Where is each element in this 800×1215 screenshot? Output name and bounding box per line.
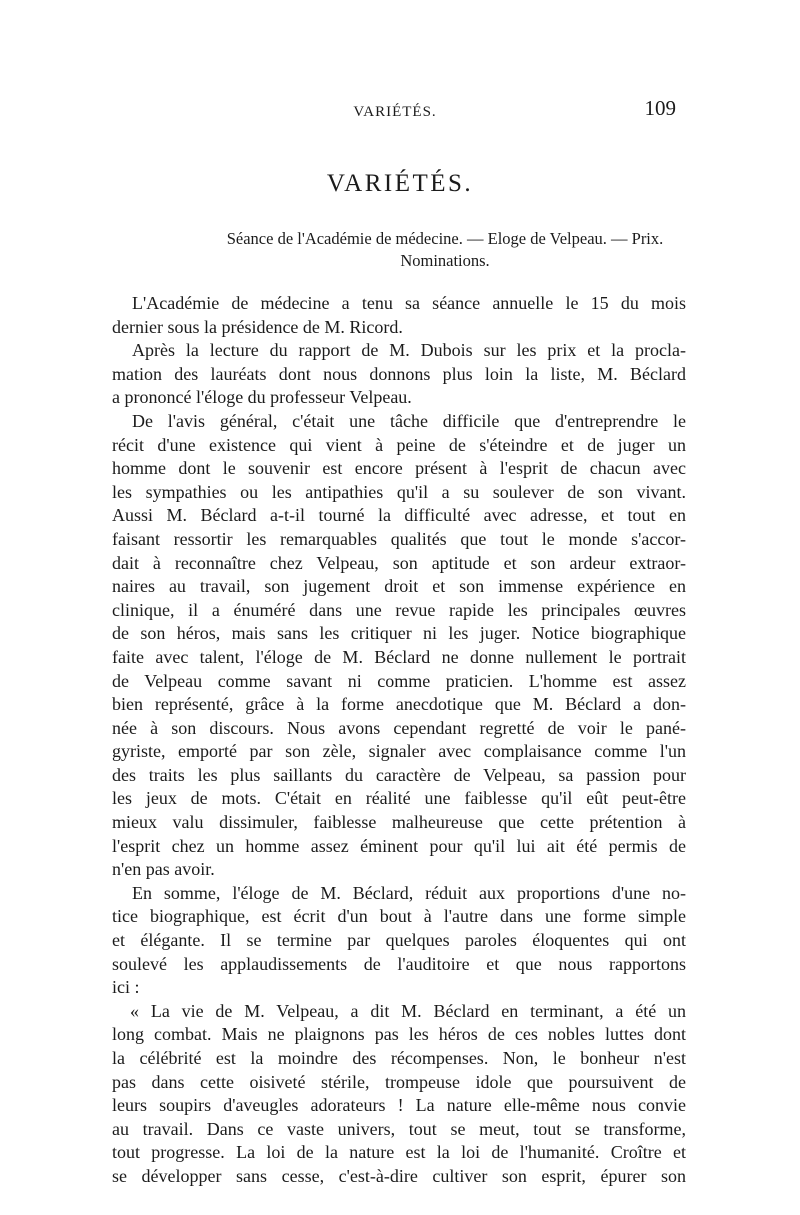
- section-title: VARIÉTÉS.: [326, 170, 474, 197]
- text-line: mieux valu dissimuler, faiblesse malheureuse que cette prétention à: [112, 812, 686, 833]
- text-line: En somme, l'éloge de M. Béclard, réduit aux proportions d'une no-: [132, 882, 686, 903]
- text-line: les sympathies ou les antipathies qu'il a su soulever de son vivant.: [112, 481, 686, 502]
- text-line: récit d'une existence qui vient à peine de s'éteindre et de juger un: [112, 434, 686, 455]
- text-line: a prononcé l'éloge du professeur Velpeau.: [112, 387, 412, 408]
- text-line: soulevé les applaudissements de l'auditoire et que nous rapportons: [112, 953, 686, 974]
- text-line: au travail. Dans ce vaste univers, tout se meut, tout se transforme,: [112, 1118, 686, 1139]
- text-line: gyriste, emporté par son zèle, signaler avec complaisance comme l'un: [112, 741, 686, 762]
- text-line: les jeux de mots. C'était en réalité une faiblesse qu'il eût peut-être: [112, 788, 686, 809]
- text-line: bien représenté, grâce à la forme anecdotique que M. Béclard a don-: [112, 694, 686, 715]
- page-number: 109: [644, 96, 676, 120]
- text-line: n'en pas avoir.: [112, 859, 215, 880]
- text-line: homme dont le souvenir est encore présent à l'esprit de chacun avec: [112, 458, 686, 479]
- text-line: faisant ressortir les remarquables qualités que tout le monde s'accor-: [112, 528, 686, 549]
- section-subtitle: [220, 228, 670, 272]
- text-line: long combat. Mais ne plaignons pas les héros de ces nobles luttes dont: [112, 1024, 686, 1045]
- text-line: De l'avis général, c'était une tâche difficile que d'entreprendre le: [132, 410, 686, 431]
- text-line: se développer sans cesse, c'est-à-dire cultiver son esprit, épurer son: [112, 1165, 686, 1186]
- text-line: faite avec talent, l'éloge de M. Béclard ne donne nullement le portrait: [112, 646, 686, 667]
- text-line: l'esprit chez un homme assez éminent pour qu'il lui ait été permis de: [112, 835, 686, 856]
- text-line: et élégante. Il se termine par quelques paroles éloquentes qui ont: [112, 930, 686, 951]
- text-line: de Velpeau comme savant ni comme praticien. L'homme est assez: [112, 670, 686, 691]
- text-line: clinique, il a énuméré dans une revue rapide les principales œuvres: [112, 599, 686, 620]
- running-head: [110, 96, 680, 126]
- text-line: Aussi M. Béclard a-t-il tourné la difficulté avec adresse, et tout en: [112, 505, 686, 526]
- text-line: née à son discours. Nous avons cependant regretté de voir le pané-: [112, 717, 686, 738]
- article-body: [112, 292, 686, 1189]
- text-line: L'Académie de médecine a tenu sa séance annuelle le 15 du mois: [132, 293, 686, 313]
- text-line: la célébrité est la moindre des récompenses. Non, le bonheur n'est: [112, 1048, 686, 1068]
- text-line: dait à reconnaître chez Velpeau, son aptitude et son ardeur extraor-: [112, 552, 686, 573]
- text-line: leurs soupirs d'aveugles adorateurs ! La nature elle-même nous convie: [112, 1095, 686, 1116]
- text-line: dernier sous la présidence de M. Ricord.: [112, 316, 403, 337]
- text-line: tice biographique, est écrit d'un bout à l'autre dans une forme simple: [112, 906, 686, 927]
- text-line: tout progresse. La loi de la nature est la loi de l'humanité. Croître et: [112, 1142, 686, 1163]
- subtitle-line: Séance de l'Académie de médecine. — Eloge de Velpeau. — Prix.: [226, 229, 664, 248]
- subtitle-line: Nominations.: [400, 251, 490, 270]
- text-line: mation des lauréats dont nous donnons plus loin la liste, M. Béclard: [112, 363, 686, 384]
- text-line: naires au travail, son jugement droit et son immense expérience en: [112, 576, 686, 597]
- text-line: pas dans cette oisiveté stérile, trompeuse idole que poursuivent de: [112, 1071, 686, 1092]
- text-line: Après la lecture du rapport de M. Dubois sur les prix et la procla-: [132, 340, 686, 361]
- text-line: des traits les plus saillants du caractère de Velpeau, sa passion pour: [112, 764, 686, 785]
- text-line: de son héros, mais sans les critiquer ni les juger. Notice biographique: [112, 623, 686, 644]
- text-line: ici :: [112, 977, 140, 998]
- running-title: VARIÉTÉS.: [353, 104, 437, 120]
- text-line: « La vie de M. Velpeau, a dit M. Béclard en terminant, a été un: [130, 1000, 686, 1021]
